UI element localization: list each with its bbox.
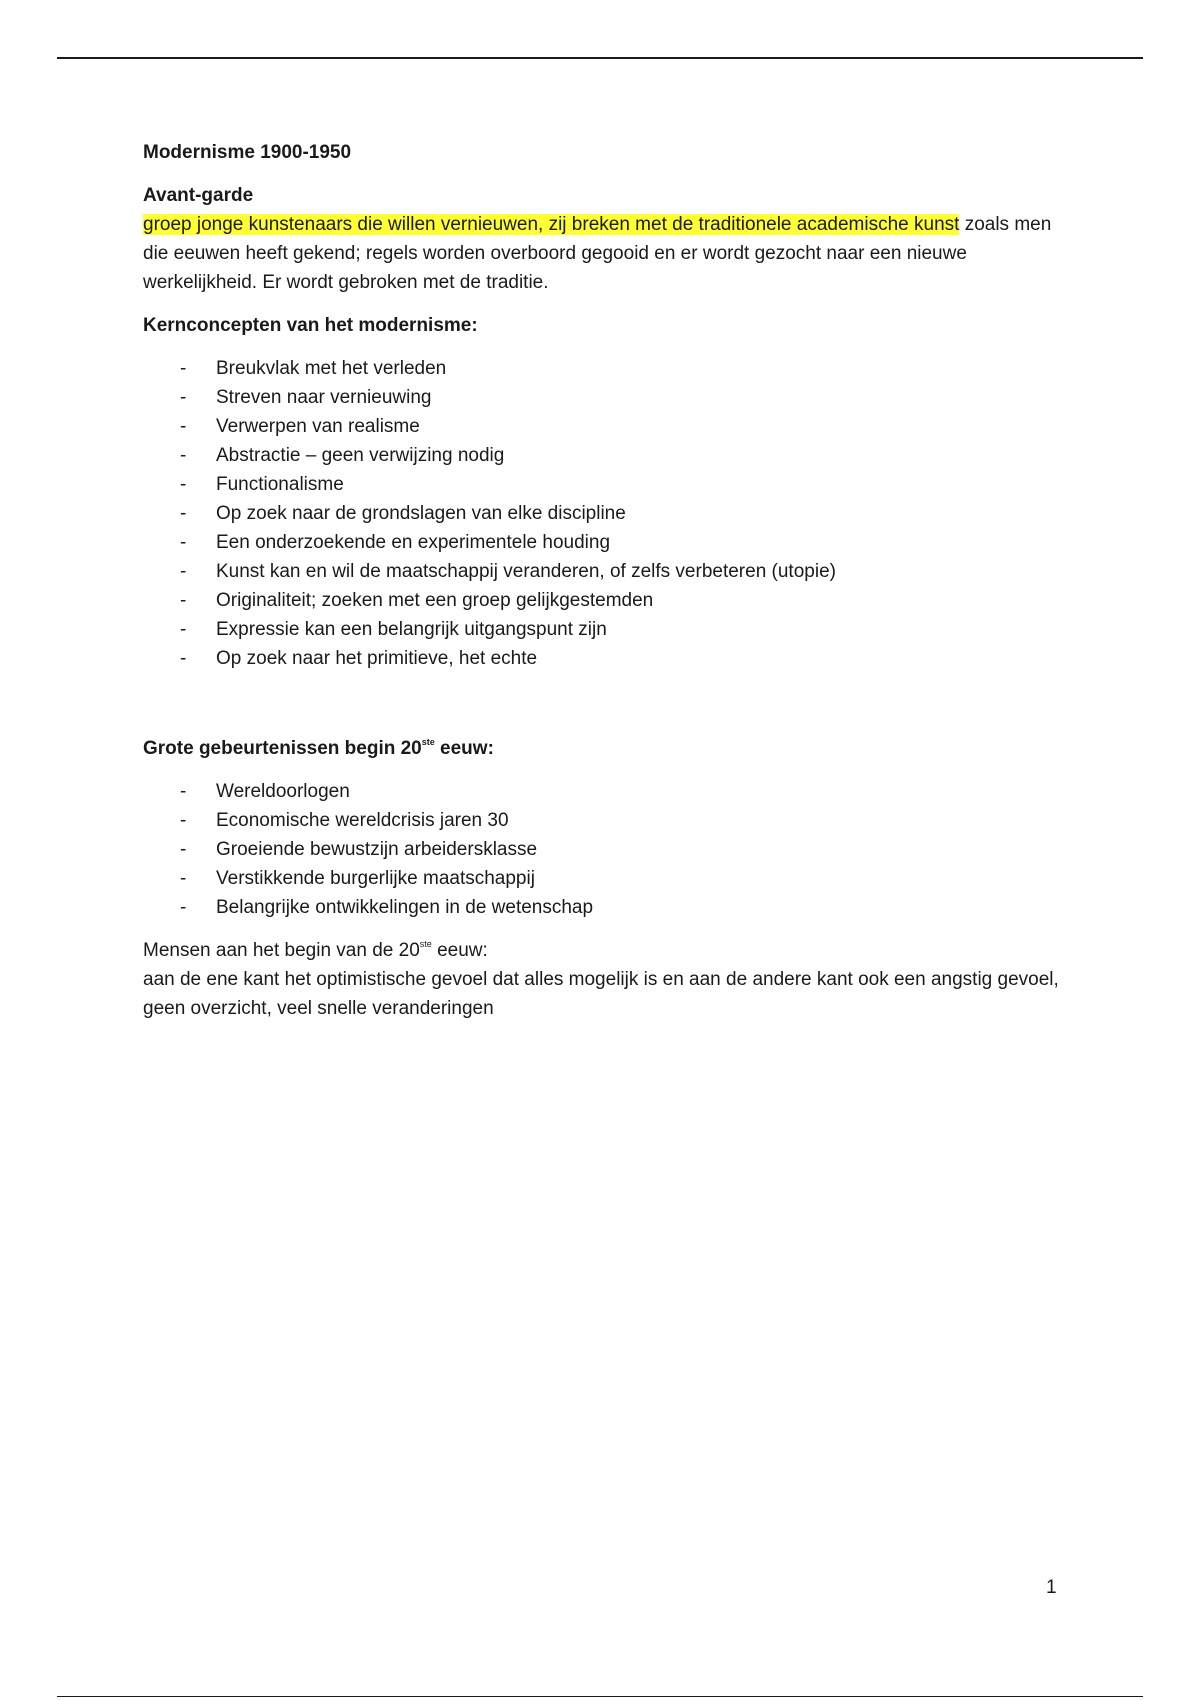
list-item [143, 470, 1073, 499]
list-item [143, 806, 1073, 835]
dash-bullet: - [180, 387, 187, 408]
dash-bullet: - [180, 532, 187, 553]
dash-bullet: - [180, 445, 187, 466]
list-item-text: Op zoek naar de grondslagen van elke discipline [216, 503, 626, 524]
list-item [143, 412, 1073, 441]
mensen-intro: Mensen aan het begin van de 20 [143, 940, 420, 961]
list-item [143, 835, 1073, 864]
list-item [143, 586, 1073, 615]
dash-bullet: - [180, 590, 187, 611]
dash-bullet: - [180, 358, 187, 379]
list-item [143, 528, 1073, 557]
list-item-text: Abstractie – geen verwijzing nodig [216, 445, 505, 466]
list-item [143, 441, 1073, 470]
header-rule [57, 57, 1143, 59]
kernconcepten-heading: Kernconcepten van het modernisme: [143, 315, 478, 336]
list-item-text: Kunst kan en wil de maatschappij veranderen, of zelfs verbeteren (utopie) [216, 561, 836, 582]
mensen-intro-end: eeuw: [431, 940, 488, 961]
definition-continuation: zoals men die eeuwen heeft gekend; regels worden overboord gegooid en er wordt gezocht naar een nieuwe werkelijkheid. Er wordt gebroken met de traditie. [143, 214, 1052, 293]
dash-bullet: - [180, 561, 187, 582]
footer-rule [57, 1696, 1143, 1697]
document-title: Modernisme 1900-1950 [143, 142, 352, 163]
list-item [143, 383, 1073, 412]
list-item-text: Expressie kan een belangrijk uitgangspunt zijn [216, 619, 607, 640]
section-spacer [143, 687, 1073, 734]
list-item-text: Wereldoorlogen [216, 781, 350, 802]
list-item [143, 777, 1073, 806]
list-item-text: Breukvlak met het verleden [216, 358, 447, 379]
list-item-text: Verstikkende burgerlijke maatschappij [216, 868, 535, 889]
gebeurtenissen-heading-text: Grote gebeurtenissen begin 20 [143, 738, 422, 759]
dash-bullet: - [180, 619, 187, 640]
list-item-text: Belangrijke ontwikkelingen in de wetenschap [216, 897, 594, 918]
gebeurtenissen-heading-end: eeuw: [434, 738, 494, 759]
avant-garde-definition [143, 210, 1073, 297]
mensen-paragraph [143, 936, 1073, 1023]
list-item [143, 893, 1073, 922]
list-item-text: Economische wereldcrisis jaren 30 [216, 810, 509, 831]
list-item [143, 499, 1073, 528]
kernconcepten-list [143, 354, 1073, 673]
dash-bullet: - [180, 781, 187, 802]
mensen-intro-sup: ste [419, 939, 432, 949]
list-item-text: Op zoek naar het primitieve, het echte [216, 648, 538, 669]
dash-bullet: - [180, 868, 187, 889]
list-item [143, 864, 1073, 893]
highlighted-definition: groep jonge kunstenaars die willen vernieuwen, zij breken met de traditionele academische kunst [143, 214, 960, 235]
list-item-text: Verwerpen van realisme [216, 416, 420, 437]
list-item-text: Een onderzoekende en experimentele houding [216, 532, 611, 553]
dash-bullet: - [180, 474, 187, 495]
list-item [143, 615, 1073, 644]
list-item-text: Streven naar vernieuwing [216, 387, 432, 408]
list-item [143, 557, 1073, 586]
list-item-text: Functionalisme [216, 474, 344, 495]
dash-bullet: - [180, 839, 187, 860]
list-item [143, 644, 1073, 673]
gebeurtenissen-heading-sup: ste [421, 737, 435, 747]
list-item [143, 354, 1073, 383]
gebeurtenissen-heading [143, 734, 1073, 763]
avant-garde-heading: Avant-garde [143, 185, 254, 206]
dash-bullet: - [180, 503, 187, 524]
list-item-text: Originaliteit; zoeken met een groep gelijkgestemden [216, 590, 654, 611]
list-item-text: Groeiende bewustzijn arbeidersklasse [216, 839, 538, 860]
page-number: 1 [1046, 1577, 1057, 1598]
dash-bullet: - [180, 810, 187, 831]
dash-bullet: - [180, 648, 187, 669]
mensen-text: aan de ene kant het optimistische gevoel dat alles mogelijk is en aan de andere kant ook een angstig gevoel, geen overzicht, veel snelle veranderingen [143, 969, 1059, 1019]
gebeurtenissen-list [143, 777, 1073, 922]
dash-bullet: - [180, 416, 187, 437]
dash-bullet: - [180, 897, 187, 918]
page-content [143, 138, 1073, 1037]
